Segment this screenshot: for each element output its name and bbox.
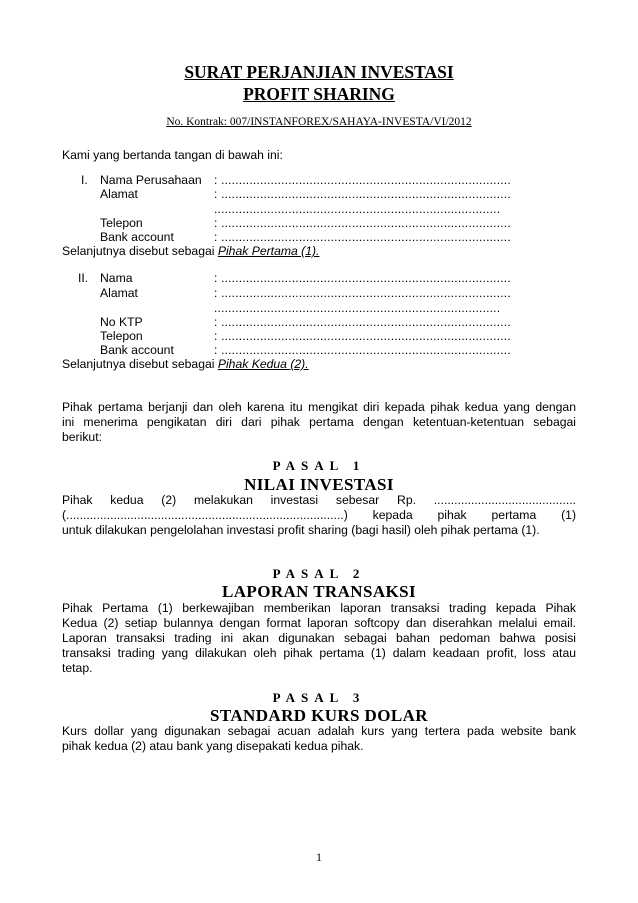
party-two-value-name: : .................................................................................. <box>214 271 511 285</box>
title-line-1: SURAT PERJANJIAN INVESTASI <box>184 62 454 82</box>
party-one-designation-name: Pihak Pertama (1). <box>217 244 320 258</box>
agreement-paragraph <box>62 400 576 445</box>
pasal-3-line-1: Kurs dollar yang digunakan sebagai acuan adalah kurs yang tertera pada website bank <box>62 724 576 738</box>
party-two-numeral: II. <box>78 271 89 285</box>
party-two-value-address: : .................................................................................. <box>214 286 511 300</box>
pasal-3-body <box>62 724 576 754</box>
pasal-3-label: PASAL 3 <box>272 690 366 705</box>
party-one-label-bank: Bank account <box>100 230 174 244</box>
agreement-line-2: ini menerima pengikatan diri dari pihak pertama dengan ketentuan-ketentuan sebagai <box>62 415 576 429</box>
party-two-label-bank: Bank account <box>100 343 174 357</box>
agreement-line-3: berikut: <box>62 430 102 444</box>
pasal-2-line-1: Pihak Pertama (1) berkewajiban memberikan laporan transaksi trading kepada Pihak <box>62 601 576 615</box>
intro-text: Kami yang bertanda tangan di bawah ini: <box>62 148 283 162</box>
pasal-1-line-1: Pihak kedua (2) melakukan investasi sebesar Rp. .......................................... <box>62 493 576 507</box>
title-line-2: PROFIT SHARING <box>243 84 395 104</box>
pasal-3-heading: STANDARD KURS DOLAR <box>210 706 428 725</box>
party-two-value-address-2: ................................................................................. <box>214 301 501 315</box>
party-two-label-phone: Telepon <box>100 329 143 343</box>
pasal-2-line-3: Laporan transaksi trading ini akan digunakan sebagai bahan pedoman bahwa posisi <box>62 631 576 645</box>
party-one-label-address: Alamat <box>100 187 138 201</box>
party-two-value-phone: : .................................................................................. <box>214 329 511 343</box>
party-one-value-company: : .................................................................................. <box>214 173 511 187</box>
party-two-value-ktp: : .................................................................................. <box>214 315 511 329</box>
party-two-designation-name: Pihak Kedua (2). <box>217 357 309 371</box>
pasal-2-line-5: tetap. <box>62 661 93 675</box>
party-two-label-address: Alamat <box>100 286 138 300</box>
party-one-label-phone: Telepon <box>100 216 143 230</box>
party-one-numeral: I. <box>81 173 88 187</box>
party-one-value-phone: : .................................................................................. <box>214 216 511 230</box>
pasal-1-line-3: untuk dilakukan pengelolahan investasi profit sharing (bagi hasil) oleh pihak pertama (1). <box>62 523 540 537</box>
pasal-3-line-2: pihak kedua (2) atau bank yang disepakati kedua pihak. <box>62 739 364 753</box>
page-number: 1 <box>316 850 322 864</box>
party-two-designation <box>62 357 309 371</box>
pasal-1-heading: NILAI INVESTASI <box>244 475 394 494</box>
agreement-line-1: Pihak pertama berjanji dan oleh karena itu mengikat diri kepada pihak kedua yang dengan <box>62 400 576 414</box>
party-one-value-address: : .................................................................................. <box>214 187 511 201</box>
party-one-value-address-2: ................................................................................. <box>214 202 501 216</box>
pasal-2-line-2: Kedua (2) setiap bulannya dengan format laporan softcopy dan diserahkan melalui email. <box>62 616 576 630</box>
pasal-2-heading: LAPORAN TRANSAKSI <box>222 582 416 601</box>
contract-number: No. Kontrak: 007/INSTANFOREX/SAHAYA-INVESTA/VI/2012 <box>166 116 472 128</box>
party-two-designation-prefix: Selanjutnya disebut sebagai <box>62 357 218 371</box>
pasal-2-line-4: transaksi trading yang dilakukan oleh pihak pertama (1) dalam keadaan profit, loss atau <box>62 646 576 660</box>
pasal-1-line-2: (..................................................................................) kepada pihak pertama (1) <box>62 508 576 522</box>
party-one-label-company: Nama Perusahaan <box>100 173 202 187</box>
party-two-value-bank: : .................................................................................. <box>214 343 511 357</box>
party-one-designation <box>62 244 319 258</box>
pasal-1-label: PASAL 1 <box>272 458 366 473</box>
party-two-label-ktp: No KTP <box>100 315 143 329</box>
party-one-designation-prefix: Selanjutnya disebut sebagai <box>62 244 218 258</box>
party-two-label-name: Nama <box>100 271 133 285</box>
party-one-value-bank: : .................................................................................. <box>214 230 511 244</box>
pasal-1-body <box>62 493 576 538</box>
pasal-2-label: PASAL 2 <box>272 566 366 581</box>
pasal-2-body <box>62 601 576 676</box>
